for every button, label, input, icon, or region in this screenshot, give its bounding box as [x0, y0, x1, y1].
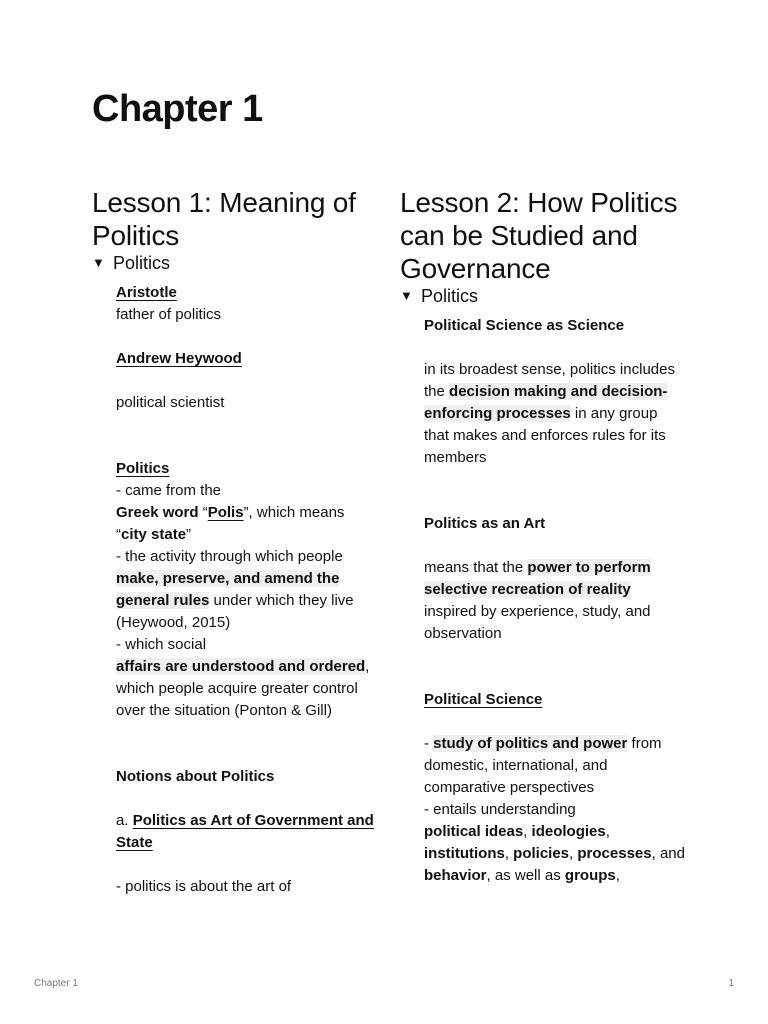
toggle-label: Politics [421, 286, 479, 306]
lesson-1-politics-toggle[interactable] [92, 252, 377, 274]
lesson-2-politics-toggle[interactable] [400, 285, 685, 307]
art-gov-link[interactable]: Politics as Art of Government and State [116, 812, 374, 851]
study-highlight: study of politics and power [433, 735, 628, 752]
entails-list: political ideas, ideologies, institutions, policies, processes, and behavior, as well as groups, [424, 823, 685, 884]
city-state-line: “city state” [116, 526, 192, 543]
affairs-paragraph: affairs are understood and ordered, which people acquire greater control over the situation (Ponton & Gill) [116, 658, 370, 719]
polis-link[interactable]: Polis [207, 504, 244, 521]
decision-highlight: decision making and decision-enforcing processes [424, 383, 668, 422]
came-from-text: - came from the [116, 482, 222, 499]
triangle-down-icon[interactable]: ▼ [400, 288, 413, 303]
activity-text: - the activity through which people [116, 548, 343, 565]
politics-art-heading: Politics as an Art [424, 515, 546, 532]
notions-heading: Notions about Politics [116, 768, 275, 785]
footer-chapter-label: Chapter 1 [34, 978, 78, 989]
triangle-down-icon[interactable]: ▼ [92, 255, 105, 270]
entails-text: - entails understanding [424, 801, 576, 818]
art-of-text: - politics is about the art of [116, 878, 292, 895]
lesson-2-title: Lesson 2: How Politics can be Studied and Governance [400, 187, 678, 284]
lesson-2-body [400, 315, 686, 887]
affairs-highlight: affairs are understood and ordered [116, 658, 366, 675]
heywood-link[interactable]: Andrew Heywood [116, 350, 242, 367]
lesson-1-body [92, 282, 378, 898]
aristotle-link[interactable]: Aristotle [116, 284, 177, 301]
greek-word-line: Greek word “Polis”, which means [116, 504, 345, 521]
power-highlight: power to perform selective recreation of reality [424, 559, 651, 598]
political-science-link[interactable]: Political Science [424, 691, 543, 708]
politics-link[interactable]: Politics [116, 460, 170, 477]
broadest-paragraph: in its broadest sense, politics includes the decision making and decision-enforcing processes in any group that makes and enforces rules for its members [424, 361, 675, 466]
rules-paragraph: make, preserve, and amend the general rules under which they live (Heywood, 2015) [116, 570, 354, 631]
political-scientist-text: political scientist [116, 394, 225, 411]
art-gov-line: a. Politics as Art of Government and State [116, 812, 374, 851]
lesson-1-title: Lesson 1: Meaning of Politics [92, 187, 356, 251]
lesson-2-column [400, 186, 685, 887]
toggle-label: Politics [113, 253, 171, 273]
chapter-title: Chapter 1 [92, 88, 263, 130]
father-text: father of politics [116, 306, 222, 323]
lesson-1-column [92, 186, 377, 898]
study-paragraph: - study of politics and power from domestic, international, and comparative perspectives [424, 735, 662, 796]
rules-highlight: make, preserve, and amend the general rules [116, 570, 340, 609]
pol-sci-science-heading: Political Science as Science [424, 317, 625, 334]
footer-page-number: 1 [728, 978, 734, 989]
means-paragraph: means that the power to perform selective recreation of reality inspired by experience, study, and observation [424, 559, 651, 642]
which-social-text: - which social [116, 636, 207, 653]
